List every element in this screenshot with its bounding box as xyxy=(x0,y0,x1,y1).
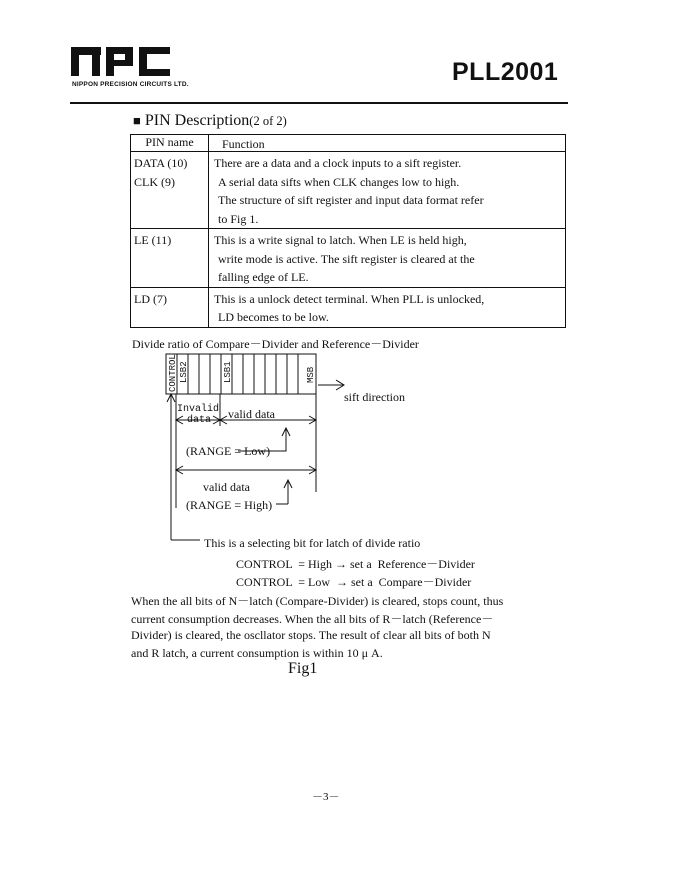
shift-arrow-icon xyxy=(318,380,344,390)
function-line: to Fig 1. xyxy=(218,211,259,226)
control-high-note: CONTROL = High → set a Reference－Divider xyxy=(236,557,475,571)
function-line: write mode is active. The sift register is cleared at the xyxy=(218,251,475,266)
body-line: and R latch, a current consumption is within 10 μ A. xyxy=(131,646,383,660)
invalid-label: Invalid xyxy=(177,404,220,415)
function-line: LD becomes to be low. xyxy=(218,310,329,324)
range-low-label: (RANGE = Low) xyxy=(186,444,271,458)
select-note: This is a selecting bit for latch of divide ratio xyxy=(204,536,421,550)
shift-direction-label: sift direction xyxy=(344,390,405,404)
pin-name: LE (11) xyxy=(134,233,172,247)
lsb2-bit-label: LSB2 xyxy=(179,361,189,383)
valid-data-low: valid data xyxy=(228,407,275,421)
lsb1-bit-label: LSB1 xyxy=(223,361,233,383)
function-line: falling edge of LE. xyxy=(218,270,309,284)
pin-name: LD (7) xyxy=(134,291,167,306)
function-line: A serial data sifts when CLK changes low to high. xyxy=(218,174,460,189)
function-line: The structure of sift register and input data format refer xyxy=(218,193,484,207)
control-bit-label: CONTROL xyxy=(168,354,178,392)
invalid-label: data xyxy=(187,415,212,426)
header-pin-name: PIN name xyxy=(131,135,209,152)
msb-bit-label: MSB xyxy=(306,366,316,383)
figure-caption: Fig1 xyxy=(288,660,318,677)
pin-name: DATA (10) xyxy=(134,156,188,170)
header-function: Function xyxy=(209,135,566,152)
body-line: Divider) is cleared, the oscllator stops. The result of clear all bits of both N xyxy=(131,628,491,642)
valid-data-high: valid data xyxy=(203,480,250,494)
page-number: －3－ xyxy=(312,791,340,803)
control-low-note: CONTROL = Low → set a Compare－Divider xyxy=(236,575,472,589)
company-name: NIPPON PRECISION CIRCUITS LTD. xyxy=(72,81,189,88)
diagram-heading: Divide ratio of Compare－Divider and Reference－Divider xyxy=(132,337,419,351)
pin-name: CLK (9) xyxy=(134,174,175,189)
section-title-text: PIN Description xyxy=(144,112,250,129)
function-line: This is a unlock detect terminal. When PLL is unlocked, xyxy=(214,291,485,306)
body-line: current consumption decreases. When the all bits of R－latch (Reference－ xyxy=(131,612,494,626)
function-line: This is a write signal to latch. When LE is held high, xyxy=(214,233,467,247)
bullet-icon: ■ xyxy=(133,113,141,128)
range-high-label: (RANGE = High) xyxy=(186,498,273,512)
section-subtitle: (2 of 2) xyxy=(249,114,287,128)
body-line: When the all bits of N－latch (Compare-Divider) is cleared, stops count, thus xyxy=(131,594,504,608)
part-number: PLL2001 xyxy=(452,58,559,86)
function-line: There are a data and a clock inputs to a sift register. xyxy=(214,156,462,170)
